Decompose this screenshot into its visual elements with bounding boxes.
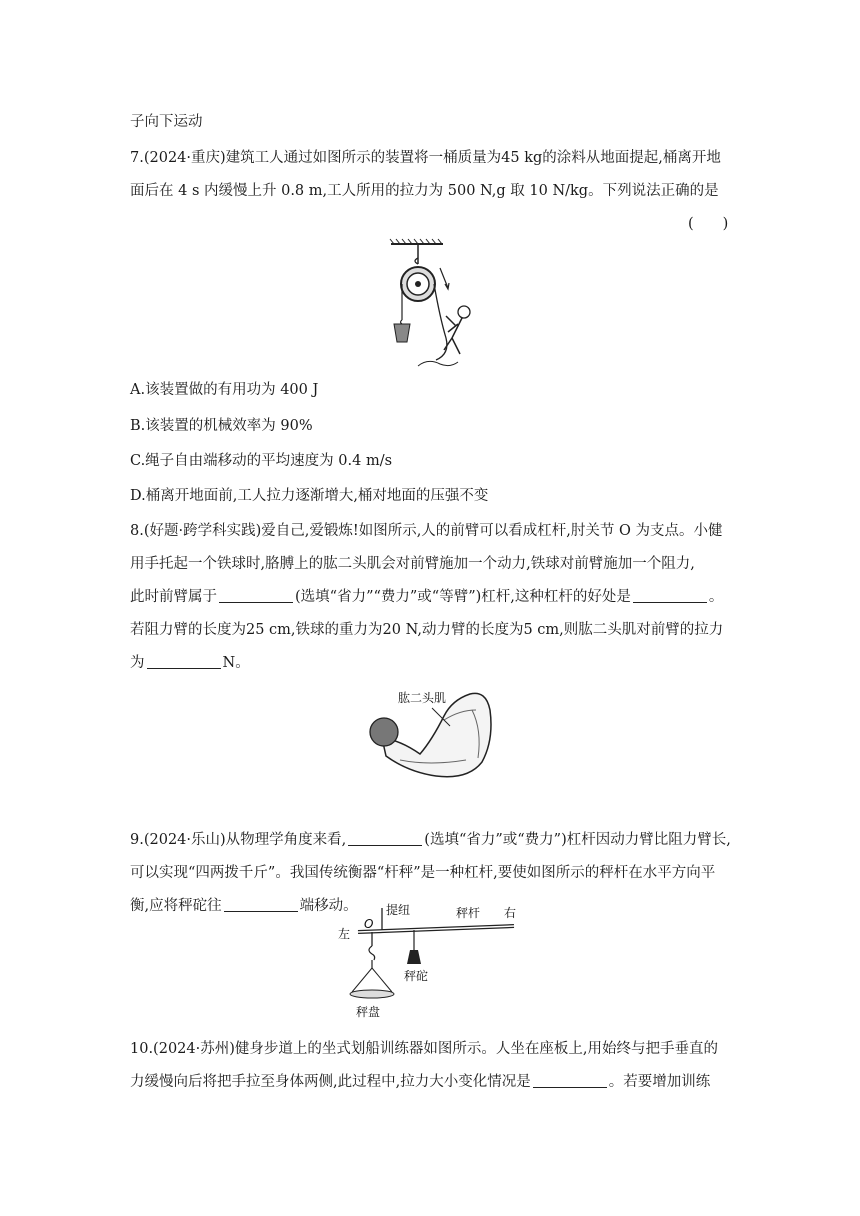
question-9-line-3 (130, 896, 358, 916)
text-segment: 9.(2024·乐山)从物理学角度来看, (130, 832, 347, 848)
steelyard-figure (336, 902, 532, 1020)
left-label: 左 (338, 927, 351, 941)
question-10-line-2 (130, 1072, 710, 1092)
cord-label: 提纽 (386, 903, 411, 917)
answer-blank[interactable] (633, 588, 707, 603)
rod-label: 秤杆 (456, 906, 481, 920)
question-8-line-5 (130, 653, 250, 673)
question-9-line-2: 可以实现“四两拨千斤”。我国传统衡器“杆秤”是一种杠杆,要使如图所示的秤杆在水平方向平 (130, 865, 716, 881)
right-label: 右 (504, 906, 517, 920)
text-line: 子向下运动 (130, 114, 203, 130)
option-a: A.该装置做的有用功为 400 J (130, 382, 319, 398)
question-8-line-1: 8.(好题·跨学科实践)爱自己,爱锻炼!如图所示,人的前臂可以看成杠杆,肘关节 O 为支点。小健 (130, 523, 723, 539)
text-segment: 。若要增加训练 (608, 1074, 711, 1090)
text-segment: (选填“省力”“费力”或“等臂”)杠杆,这种杠杆的好处是 (295, 589, 631, 605)
answer-blank[interactable] (533, 1073, 607, 1088)
arm-figure (360, 680, 510, 788)
text-segment: N。 (222, 655, 250, 671)
biceps-label: 肱二头肌 (398, 691, 447, 705)
question-8-line-4: 若阻力臂的长度为25 cm,铁球的重力为20 N,动力臂的长度为5 cm,则肱二头肌对前臂的拉力 (130, 622, 724, 638)
text-segment: 衡,应将秤砣往 (130, 898, 222, 914)
question-10-line-1: 10.(2024·苏州)健身步道上的坐式划船训练器如图所示。人坐在座板上,用始终与把手垂直的 (130, 1041, 718, 1057)
text-segment: 端移动。 (299, 898, 358, 914)
question-8-line-3 (130, 587, 723, 607)
answer-parentheses: ( ) (688, 216, 729, 232)
weight-label: 秤砣 (404, 969, 429, 983)
pivot-label: O (364, 917, 374, 931)
question-7-line-1: 7.(2024·重庆)建筑工人通过如图所示的装置将一桶质量为45 kg的涂料从地面提起,桶离开地 (130, 150, 721, 166)
answer-blank[interactable] (348, 831, 422, 846)
text-segment: (选填“省力”或“费力”)杠杆因动力臂比阻力臂长, (424, 832, 731, 848)
option-c: C.绳子自由端移动的平均速度为 0.4 m/s (130, 453, 393, 469)
answer-blank[interactable] (224, 897, 298, 912)
text-segment: 力缓慢向后将把手拉至身体两侧,此过程中,拉力大小变化情况是 (130, 1074, 531, 1090)
answer-blank[interactable] (219, 588, 293, 603)
answer-blank[interactable] (147, 654, 221, 669)
pan-label: 秤盘 (356, 1005, 381, 1019)
text-segment: 此时前臂属于 (130, 589, 217, 605)
option-d: D.桶离开地面前,工人拉力逐渐增大,桶对地面的压强不变 (130, 488, 489, 504)
pulley-figure (388, 238, 488, 370)
text-segment: 。 (708, 589, 724, 605)
question-7-line-2: 面后在 4 s 内缓慢上升 0.8 m,工人所用的拉力为 500 N,g 取 10 N/kg。下列说法正确的是 (130, 183, 719, 199)
text-segment: 为 (130, 655, 145, 671)
option-b: B.该装置的机械效率为 90% (130, 418, 313, 434)
question-9-line-1 (130, 830, 731, 850)
question-8-line-2: 用手托起一个铁球时,胳膊上的肱二头肌会对前臂施加一个动力,铁球对前臂施加一个阻力, (130, 556, 695, 572)
